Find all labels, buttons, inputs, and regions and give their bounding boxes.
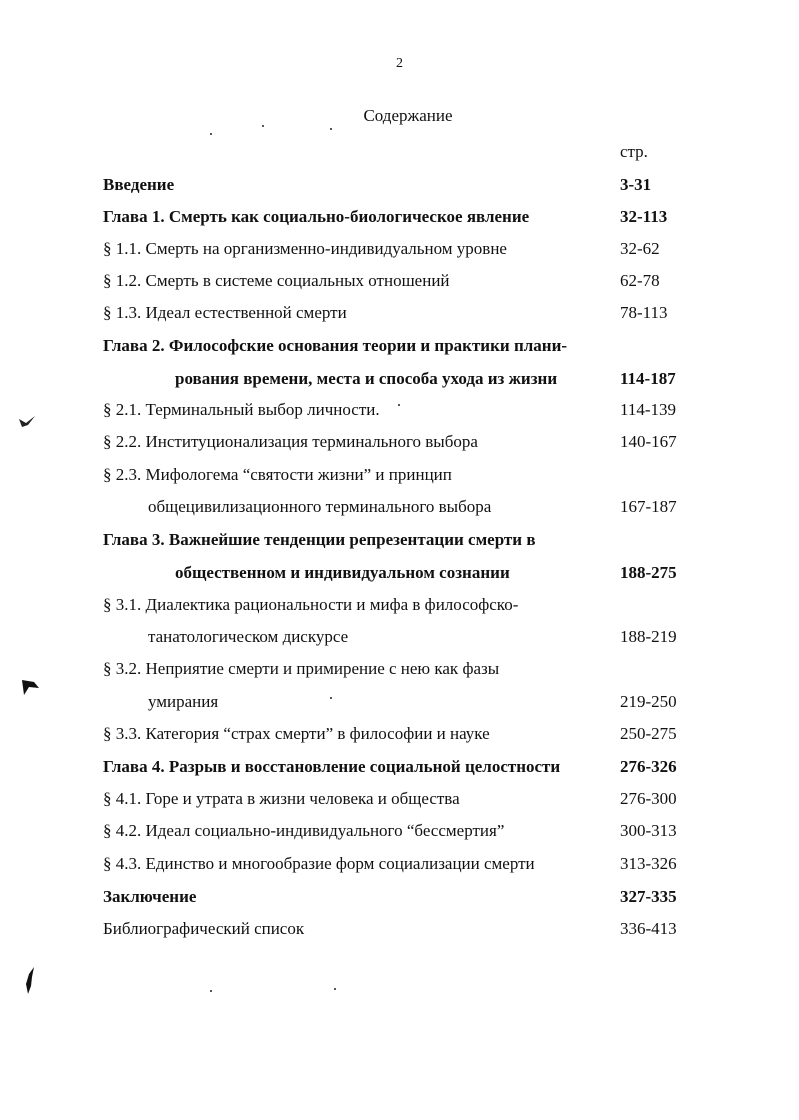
scan-speck [330,697,332,699]
toc-entry-pages: 114-139 [620,400,677,419]
toc-entry-label-continuation: танатологическом дискурсе [148,627,349,646]
toc-entry-label: § 3.2. Неприятие смерти и примирение с нею как фазы [103,659,500,678]
toc-entry-pages: 276-300 [620,789,677,808]
toc-entry-pages: 327-335 [620,887,677,906]
toc-entry-label: § 2.1. Терминальный выбор личности. [103,400,380,419]
toc-entry-label: § 1.3. Идеал естественной смерти [103,303,347,322]
toc-entry-label: § 4.2. Идеал социально-индивидуального “бессмертия” [103,821,505,840]
toc-entry-label: Глава 4. Разрыв и восстановление социальной целостности [103,757,561,776]
scan-mark [18,415,38,431]
toc-entry-label: § 2.2. Институционализация терминального выбора [103,432,478,451]
toc-entry-label: Заключение [103,887,197,906]
scan-speck [398,404,400,406]
toc-entry-label: Глава 1. Смерть как социально-биологическое явление [103,207,530,226]
toc-entry-pages: 313-326 [620,854,677,873]
toc-entry-label-continuation: умирания [148,692,219,711]
toc-entry-label: § 1.2. Смерть в системе социальных отношений [103,271,450,290]
toc-entry-pages: 336-413 [620,919,677,938]
toc-entry-pages: 167-187 [620,497,677,516]
toc-entry-pages: 300-313 [620,821,677,840]
toc-entry-pages: 32-62 [620,239,660,258]
toc-entry-label: § 2.3. Мифологема “святости жизни” и принцип [103,465,452,484]
toc-entry-pages: 62-78 [620,271,660,290]
toc-entry-label: Библиографический список [103,919,305,938]
toc-entry-pages: 3-31 [620,175,652,194]
toc-entry-pages: 250-275 [620,724,677,743]
toc-entry-label: § 4.3. Единство и многообразие форм социализации смерти [103,854,535,873]
toc-title: Содержание [363,106,453,125]
scan-mark [20,678,42,698]
toc-entry-pages: 219-250 [620,692,677,711]
toc-entry-pages: 32-113 [620,207,668,226]
scan-speck [210,133,212,135]
toc-entry-pages: 78-113 [620,303,668,322]
toc-entry-pages: 114-187 [620,369,676,388]
toc-entry-label: § 1.1. Смерть на организменно-индивидуальном уровне [103,239,507,258]
toc-entry-pages: 188-275 [620,563,677,582]
toc-entry-label-continuation: общецивилизационного терминального выбора [148,497,492,516]
toc-entry-label-continuation: рования времени, места и способа ухода из жизни [175,369,558,388]
toc-entry-pages: 140-167 [620,432,677,451]
scan-speck [210,990,212,992]
scan-speck [262,125,264,127]
toc-entry-label: § 3.3. Категория “страх смерти” в философии и науке [103,724,490,743]
toc-entry-label-continuation: общественном и индивидуальном сознании [175,563,510,582]
scan-mark [22,966,38,996]
page-number: 2 [396,56,403,71]
toc-entry-label: Введение [103,175,175,194]
pages-column-header: стр. [620,142,648,161]
scan-speck [330,128,332,130]
toc-entry-label: Глава 3. Важнейшие тенденции репрезентации смерти в [103,530,536,549]
toc-entry-pages: 188-219 [620,627,677,646]
toc-entry-label: § 3.1. Диалектика рациональности и мифа в философско- [103,595,519,614]
toc-entry-pages: 276-326 [620,757,677,776]
toc-entry-label: Глава 2. Философские основания теории и практики плани- [103,336,568,355]
toc-entry-label: § 4.1. Горе и утрата в жизни человека и общества [103,789,460,808]
scan-speck [334,988,336,990]
